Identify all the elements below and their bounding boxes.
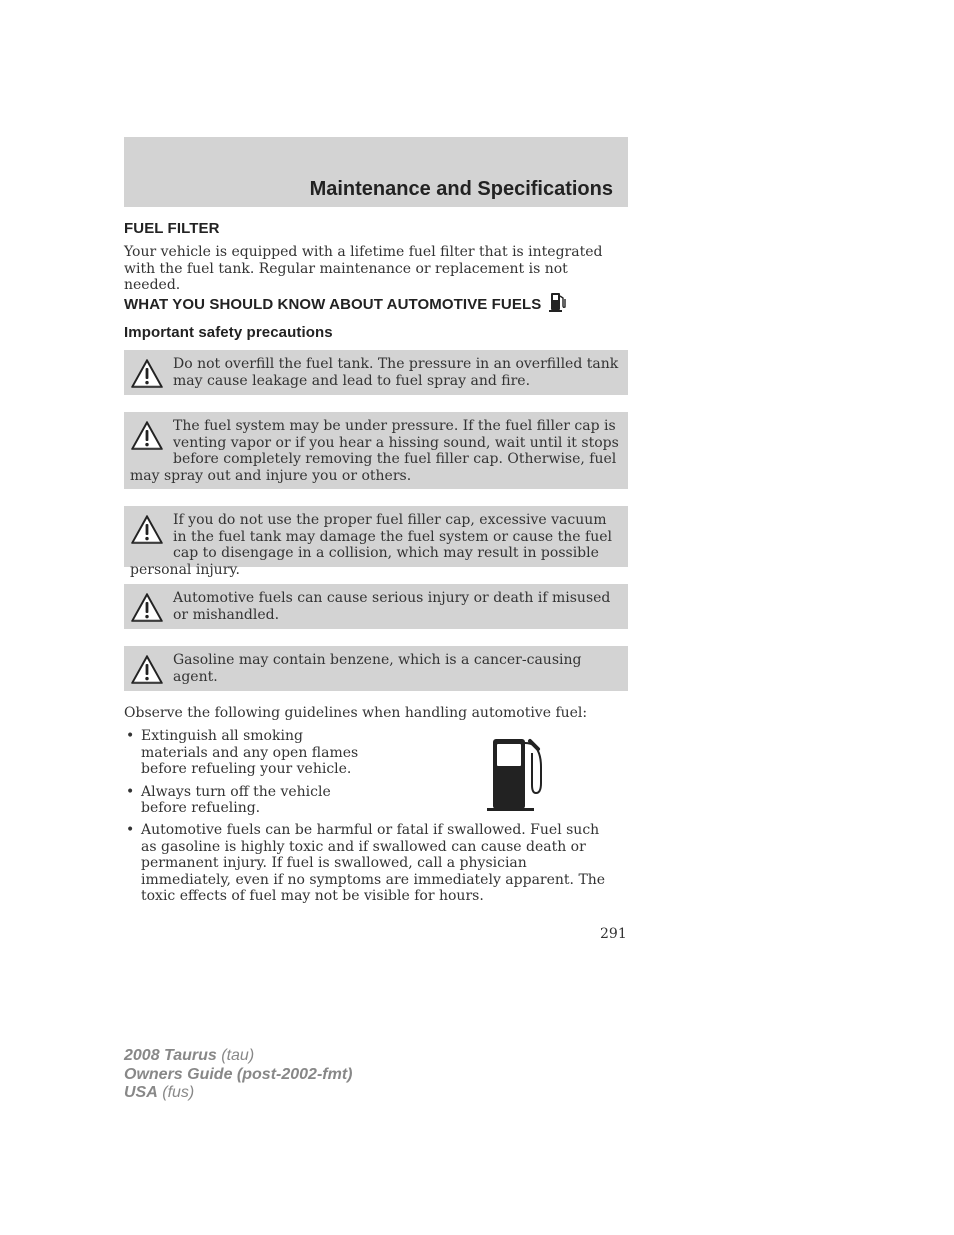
section-header-band — [124, 137, 628, 207]
warning-triangle-icon — [130, 653, 164, 687]
fuel-pump-icon — [548, 291, 568, 313]
page-number: 291 — [600, 926, 627, 942]
warning-box — [124, 412, 628, 489]
guidelines-list-bottom — [124, 822, 614, 911]
fuel-filter-heading: FUEL FILTER — [124, 220, 220, 237]
warning-box — [124, 584, 628, 629]
warning-text: The fuel system may be under pressure. If the fuel filler cap is venting vapor or if you hear a hissing sound, wait until it stops before completely removing the fuel filler cap. Otherwise, fuel may spray out and injure you or others. — [130, 418, 619, 484]
safety-heading: Important safety precautions — [124, 324, 333, 341]
warning-triangle-icon — [130, 591, 164, 625]
footer-line-2 — [124, 1066, 352, 1085]
document-footer — [124, 1047, 352, 1103]
warning-triangle-icon — [130, 513, 164, 547]
footer-guide: Owners Guide (post-2002-fmt) — [124, 1065, 353, 1083]
warning-text: Gasoline may contain benzene, which is a cancer-causing agent. — [173, 652, 582, 685]
list-item — [124, 822, 614, 905]
section-title: Maintenance and Specifications — [309, 178, 613, 200]
warning-triangle-icon — [130, 357, 164, 391]
warning-text: Automotive fuels can cause serious injury or death if misused or mishandled. — [173, 590, 611, 623]
footer-model: 2008 Taurus — [124, 1047, 217, 1064]
warning-box — [124, 646, 628, 691]
footer-line-3 — [124, 1084, 352, 1103]
guidelines-list-top — [124, 728, 374, 823]
warning-box — [124, 506, 628, 578]
warning-box — [124, 350, 628, 395]
footer-model-code: (tau) — [221, 1047, 255, 1064]
footer-market-code: (fus) — [162, 1084, 195, 1101]
list-item: • Always turn off the vehicle before refueling. — [124, 784, 374, 817]
automotive-fuels-heading: WHAT YOU SHOULD KNOW ABOUT AUTOMOTIVE FUELS — [124, 296, 542, 313]
footer-market: USA — [124, 1084, 158, 1101]
warning-text: Do not overfill the fuel tank. The pressure in an overfilled tank may cause leakage and lead to fuel spray and fire. — [173, 356, 619, 389]
footer-line-1 — [124, 1047, 352, 1066]
guidelines-intro: Observe the following guidelines when handling automotive fuel: — [124, 705, 588, 721]
fuel-filter-text: Your vehicle is equipped with a lifetime fuel filter that is integrated with the fuel tank. Regular maintenance or replacement is not needed. — [124, 244, 603, 293]
fuel-pump-illustration-icon — [486, 737, 550, 813]
list-item-text: Automotive fuels can be harmful or fatal if swallowed. Fuel such as gasoline is highly toxic and if swallowed can cause death or permanent injury. If fuel is swallowed, call a physician immediately, even if no symptoms are immediately apparent. The toxic effects of fuel may not be visible for hours. — [141, 822, 606, 904]
list-item: • Extinguish all smoking materials and any open flames before refueling your vehicle. — [124, 728, 374, 778]
automotive-fuels-heading-row — [124, 291, 568, 313]
warning-text: If you do not use the proper fuel filler cap, excessive vacuum in the fuel tank may damage the fuel system or cause the fuel cap to disengage in a collision, which may result in possible personal injury. — [130, 512, 613, 578]
warning-triangle-icon — [130, 419, 164, 453]
